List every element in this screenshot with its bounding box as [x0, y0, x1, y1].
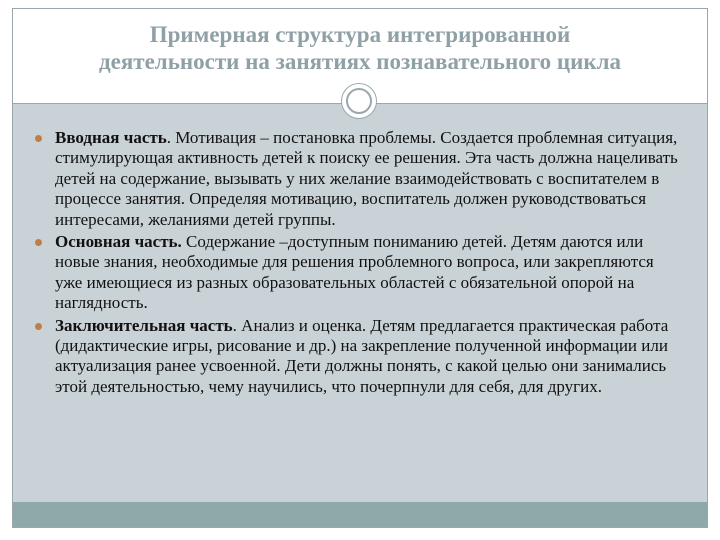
round-bullet-icon [35, 323, 42, 330]
list-item-heading: Заключительная часть [55, 315, 233, 335]
list-item-text: . Мотивация – постановка проблемы. Создается проблемная ситуация, стимулирующая активность детей к поиску ее решения. Эта часть должна нацеливать детей на содержание, вызывать у них желание взаимодействовать с воспитателем в процессе занятия. Определяя мотивацию, воспитатель должен руководствоваться интересами, желаниями детей группы. [55, 128, 678, 229]
slide-title-line-2: деятельности на занятиях познавательного цикла [99, 49, 621, 74]
slide-frame [12, 8, 708, 528]
round-bullet-icon [35, 239, 42, 246]
bottom-bar [13, 502, 707, 527]
list-item-text: . Анализ и оценка. Детям предлагается практическая работа (дидактические игры, рисование и др.) на закрепление полученной информации или актуализация ранее усвоенной. Дети должны понять, с какой целью они занимались этой деятельностью, чему научились, что почерпнули для себя, для других. [55, 315, 669, 396]
bullet-list [33, 128, 683, 399]
content-area [13, 104, 707, 502]
slide-title [13, 21, 707, 75]
inner-circle [346, 88, 372, 114]
list-item-heading: Основная часть. [55, 232, 182, 252]
list-item [33, 316, 683, 398]
list-item-heading: Вводная часть [55, 128, 167, 147]
double-circle-icon [341, 83, 377, 119]
round-bullet-icon [35, 135, 42, 142]
list-item [33, 232, 683, 314]
slide-title-line-1: Примерная структура интегрированной [149, 22, 571, 47]
list-item-text: Содержание –доступным пониманию детей. Детям даются или новые знания, необходимые для решения проблемного вопроса, или закрепляются уже имеющиеся из разных образовательных областей с обязательной опорой на наглядность. [55, 232, 654, 313]
list-item [33, 128, 683, 230]
